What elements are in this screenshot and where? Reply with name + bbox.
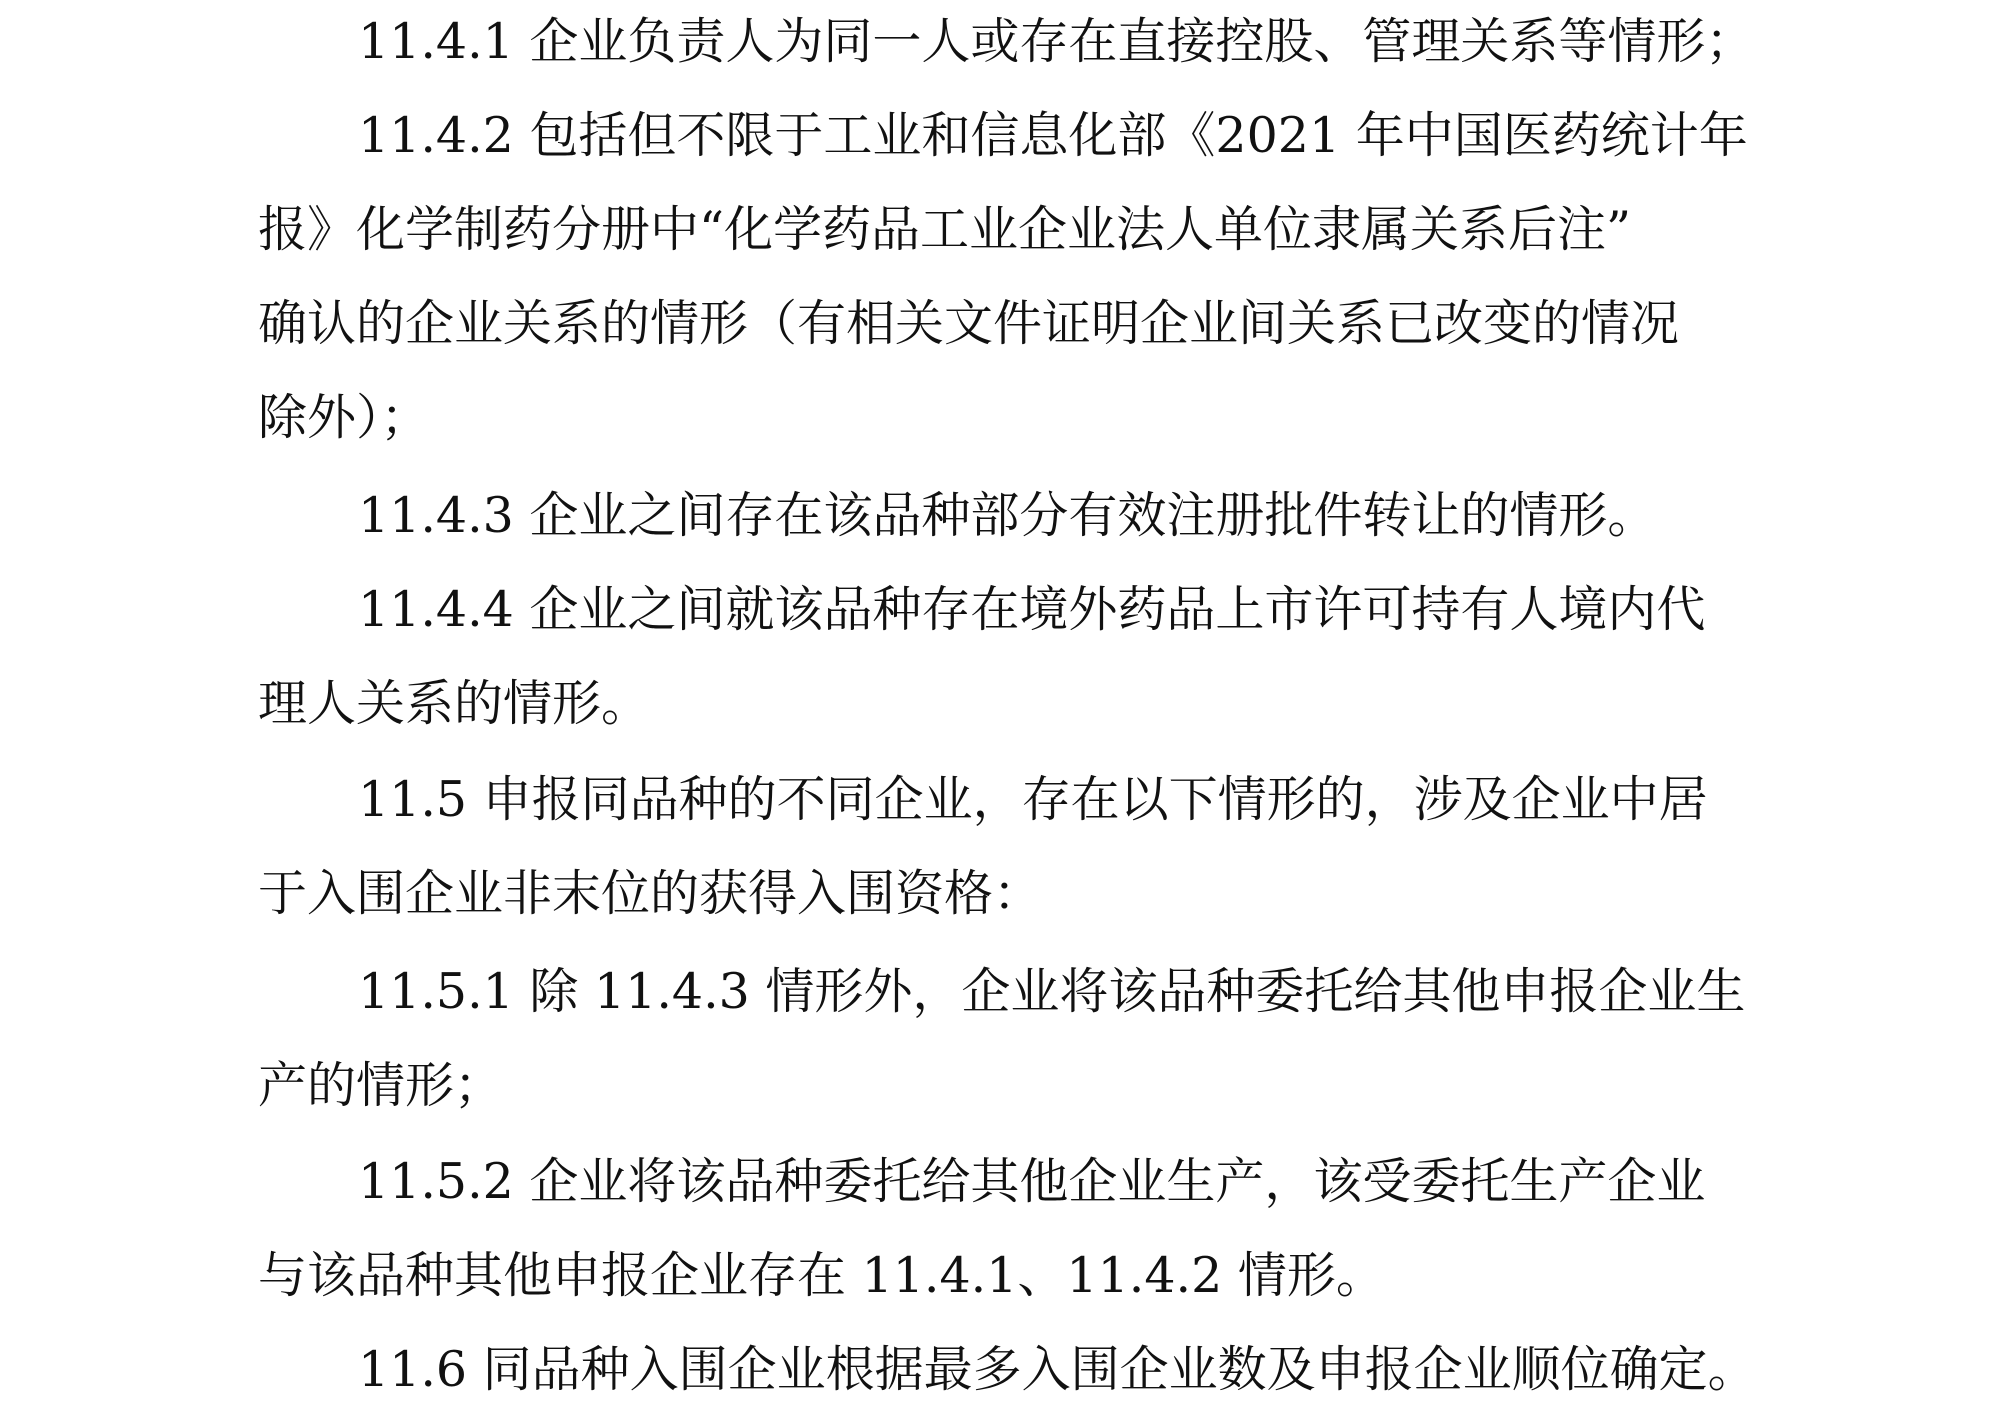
- clause-11-5: 11.5 申报同品种的不同企业，存在以下情形的，涉及企业中居: [358, 771, 1708, 828]
- clause-11-4-2-line-2: 报》化学制药分册中“化学药品工业企业法人单位隶属关系后注”: [258, 201, 1632, 258]
- clause-11-5-1-line-2: 产的情形；: [258, 1057, 504, 1114]
- clause-11-4-4-line-2: 理人关系的情形。: [258, 675, 651, 732]
- clause-11-5-2: 11.5.2 企业将该品种委托给其他企业生产，该受委托生产企业: [358, 1153, 1706, 1210]
- clause-11-6: 11.6 同品种入围企业根据最多入围企业数及申报企业顺位确定。: [358, 1341, 1757, 1398]
- clause-11-4-2-line-3: 确认的企业关系的情形（有相关文件证明企业间关系已改变的情况: [258, 295, 1680, 352]
- clause-11-5-1: 11.5.1 除 11.4.3 情形外，企业将该品种委托给其他申报企业生: [358, 963, 1746, 1020]
- clause-11-4-2-line-4: 除外）；: [258, 389, 430, 446]
- clause-11-5-2-line-2: 与该品种其他申报企业存在 11.4.1、11.4.2 情形。: [258, 1247, 1385, 1304]
- clause-11-4-2: 11.4.2 包括但不限于工业和信息化部《2021 年中国医药统计年: [358, 107, 1748, 164]
- clause-11-5-line-2: 于入围企业非末位的获得入围资格：: [258, 865, 1043, 922]
- clause-11-4-3: 11.4.3 企业之间存在该品种部分有效注册批件转让的情形。: [358, 487, 1657, 544]
- clause-11-4-4: 11.4.4 企业之间就该品种存在境外药品上市许可持有人境内代: [358, 581, 1706, 638]
- clause-11-4-1: 11.4.1 企业负责人为同一人或存在直接控股、管理关系等情形；: [358, 13, 1755, 70]
